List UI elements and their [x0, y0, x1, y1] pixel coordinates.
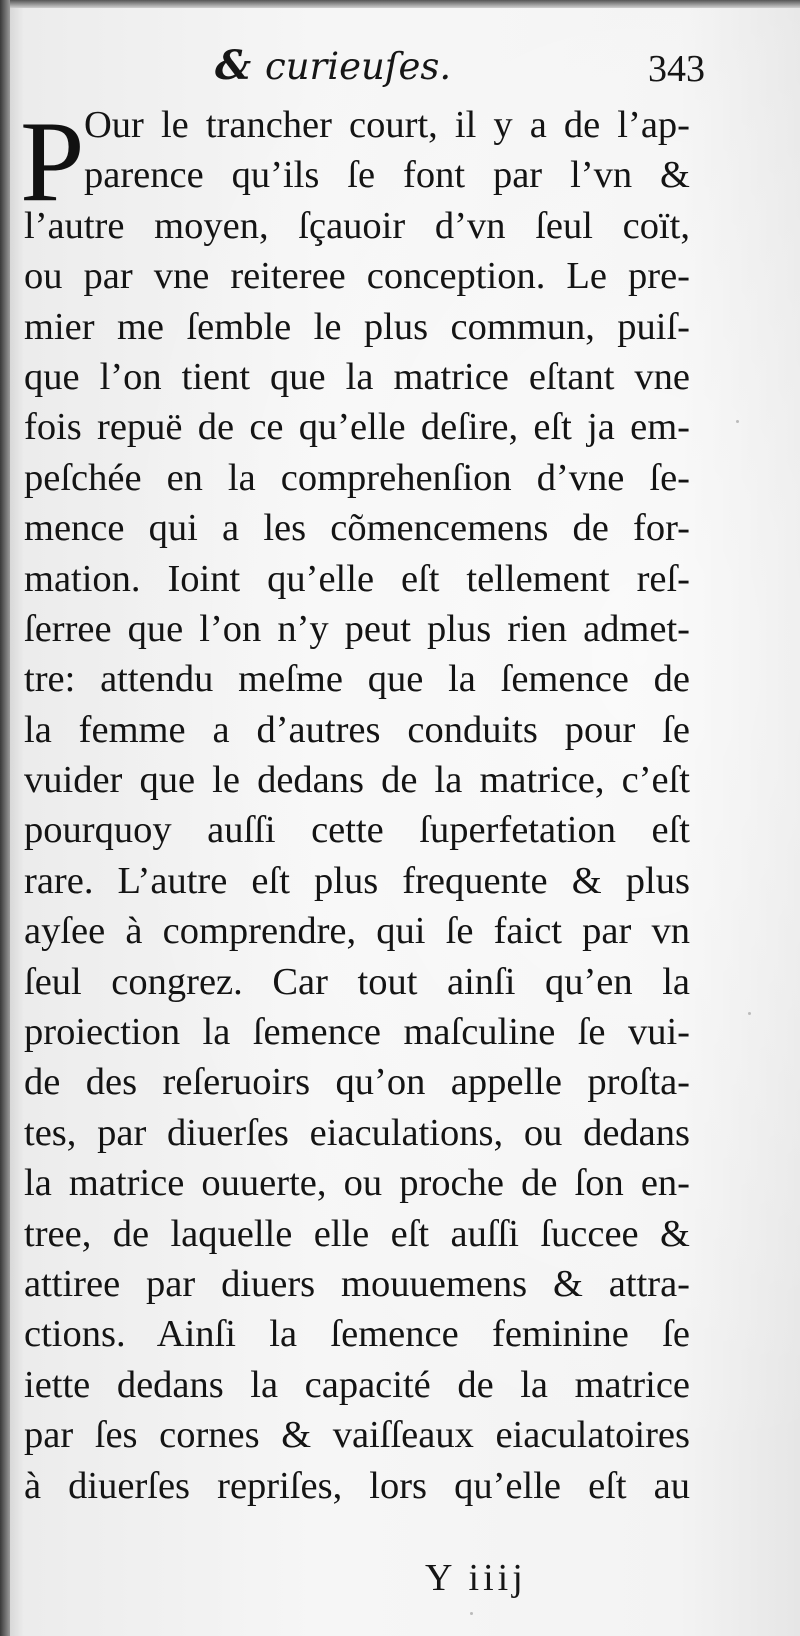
text-line: ſerree que l’on n’y peut plus rien admet-: [24, 607, 690, 650]
paper-speck: [470, 1612, 473, 1615]
text-line: ou par vne reiteree conception. Le pre-: [24, 255, 690, 298]
text-line: rare. L’autre eſt plus frequente & plus: [24, 859, 690, 902]
text-line: Our le trancher court, il y a de l’ap-: [84, 104, 690, 146]
text-line: par ſes cornes & vaiſſeaux eiaculatoires: [24, 1414, 690, 1457]
running-title: curieuſes.: [265, 45, 452, 88]
ornament-ligature: &: [215, 42, 252, 89]
text-line: fois repuë de ce qu’elle deſire, eſt ja em-: [24, 406, 690, 449]
text-line: ſeul congrez. Car tout ainſi qu’en la: [24, 960, 690, 1003]
page-left-edge: [0, 0, 10, 1636]
text-line: la matrice ouuerte, ou proche de ſon en-: [24, 1162, 690, 1205]
text-line: pourquoy auſſi cette ſuperfetation eſt: [24, 809, 690, 852]
text-line: attiree par diuers mouuemens & attra-: [24, 1262, 690, 1305]
signature-mark: Y iiij: [425, 1557, 527, 1599]
text-line: ctions. Ainſi la ſemence feminine ſe: [24, 1313, 690, 1356]
text-line: mation. Ioint qu’elle eſt tellement reſ-: [24, 557, 690, 600]
text-line: tree, de laquelle elle eſt auſſi ſuccee &: [24, 1212, 690, 1255]
text-line: proiection la ſemence maſculine ſe vui-: [24, 1011, 690, 1054]
text-line: la femme a d’autres conduits pour ſe: [24, 708, 690, 751]
paper-speck: [736, 420, 739, 423]
text-line: que l’on tient que la matrice eſtant vne: [24, 355, 690, 398]
page-top-edge: [0, 0, 800, 8]
page-footer: [425, 1556, 625, 1606]
text-line: tes, par diuerſes eiaculations, ou dedans: [24, 1111, 690, 1154]
text-line: parence qu’ils ſe font par l’vn &: [84, 154, 690, 197]
text-line: de des reſeruoirs qu’on appelle proſta-: [24, 1061, 690, 1104]
text-line: mier me ſemble le plus commun, puiſ-: [24, 305, 690, 348]
text-line: peſchée en la comprehenſion d’vne ſe-: [24, 456, 690, 499]
text-line: l’autre moyen, ſçauoir d’vn ſeul coït,: [24, 204, 690, 247]
page-number: 343: [648, 48, 705, 90]
body-text: [24, 100, 690, 1511]
page-header: [215, 40, 705, 100]
text-line: iette dedans la capacité de la matrice: [24, 1363, 690, 1406]
text-line: mence qui a les cõmencemens de for-: [24, 507, 690, 550]
text-line: ayſee à comprendre, qui ſe faict par vn: [24, 910, 690, 953]
text-lines: [24, 201, 690, 1511]
paper-speck: [748, 1012, 751, 1015]
text-line: tre: attendu meſme que la ſemence de: [24, 658, 690, 701]
text-line: à diuerſes repriſes, lors qu’elle eſt au: [24, 1464, 690, 1507]
drop-cap: P: [20, 98, 85, 226]
text-line: vuider que le dedans de la matrice, c’eſt: [24, 759, 690, 802]
